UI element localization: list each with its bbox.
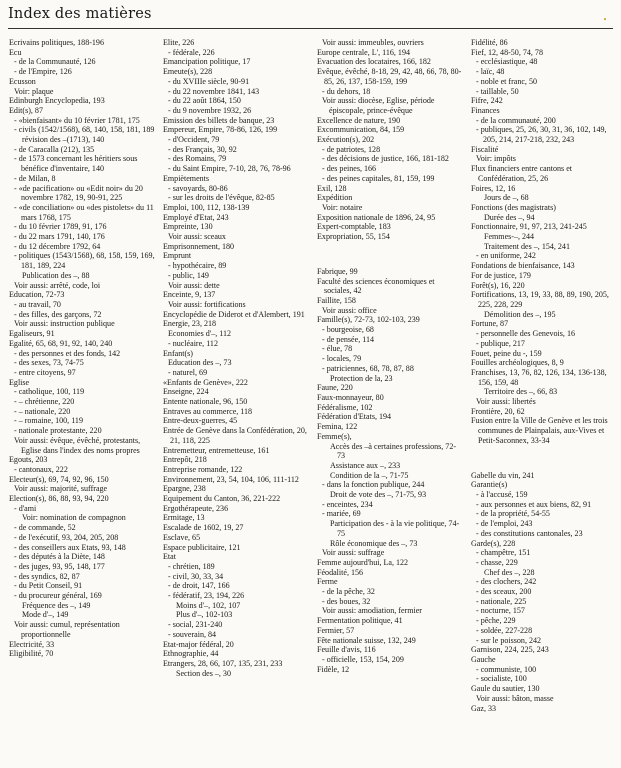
index-entry: - de l'emploi, 243 [476, 519, 533, 529]
index-entry: Durée des –, 94 [484, 212, 535, 222]
index-entry: Fonctions (des magistrats) [471, 202, 556, 212]
index-entry: Entrée de Genève dans la Confédération, 20, 21, 118, 225 [163, 426, 307, 445]
index-entry: Fidélité, 86 [471, 38, 508, 47]
index-entry: - pêche, 229 [476, 616, 516, 626]
index-entry: - du 9 novembre 1932, 26 [168, 105, 252, 115]
index-entry: Emprisonnement, 180 [163, 241, 235, 251]
index-entry: Mode d'–, 149 [22, 610, 69, 620]
index-entry: - savoyards, 80-86 [168, 183, 228, 193]
index-column-1 [9, 38, 156, 659]
index-entry: - chasse, 229 [476, 557, 518, 567]
index-entry: Voir aussi: sceaux [168, 232, 226, 242]
index-entry: Voir aussi: évêque, évêché, protestants, Eglise dans l'index des noms propres [14, 435, 141, 455]
index-entry: Emploi, 100, 112, 138-139 [163, 202, 250, 212]
index-entry: - catholique, 100, 119 [14, 387, 85, 397]
index-entry: Voir aussi: immeubles, ouvriers [322, 38, 424, 47]
index-entry: Voir: nomination de compagnon [22, 513, 126, 523]
index-entry: Entre-deux-guerres, 45 [163, 416, 238, 426]
index-entry: Fief, 12, 48-50, 74, 78 [471, 47, 543, 57]
index-entry: Flux financiers entre cantons et Confédération, 25, 26 [471, 164, 572, 183]
index-entry: - – nationale, 220 [14, 406, 71, 416]
index-entry: Etat-major fédéral, 20 [163, 639, 234, 649]
index-entry: - de pensée, 114 [322, 334, 374, 344]
index-entry: - enceintes, 234 [322, 499, 373, 509]
index-entry: - des filles, des garçons, 72 [14, 309, 102, 319]
index-column-2 [163, 38, 310, 678]
index-entry: Territoire des –, 66, 83 [484, 387, 558, 397]
index-entry: Fortifications, 13, 19, 33, 88, 89, 190, 205, 225, 228, 229 [471, 290, 609, 309]
index-entry: Participation des - à la vie politique, 74-75 [330, 519, 460, 538]
index-entry: Femme(s), [317, 431, 352, 441]
index-entry: Voir aussi: cumul, représentation proportionnelle [14, 620, 120, 639]
index-entry: Fouet, peine du -, 159 [471, 348, 542, 358]
index-entry: Ferme [317, 577, 338, 587]
index-entry: Voir aussi: fortifications [168, 299, 246, 309]
index-entry: Forêt(s), 16, 220 [471, 280, 525, 290]
index-entry: Faune, 220 [317, 383, 353, 393]
index-entry: Accès des –à certaines professions, 72-73 [330, 441, 457, 461]
index-entry: Femina, 122 [317, 422, 358, 432]
index-entry: Entremetteur, entremetteuse, 161 [163, 445, 270, 455]
index-entry: Emprunt [163, 251, 192, 261]
index-entry: Fédération d'Etats, 194 [317, 412, 392, 422]
index-entry: Voir aussi: bâton, masse [476, 693, 554, 703]
index-entry: - de l'Empire, 126 [14, 67, 72, 77]
index-entry: - d'Occident, 79 [168, 135, 220, 145]
index-entry: Encyclopédie de Diderot et d'Alembert, 191 [163, 309, 305, 319]
index-entry: For de justice, 179 [471, 270, 531, 280]
index-entry: Emission des billets de banque, 23 [163, 115, 275, 125]
index-entry: Finances [471, 105, 500, 115]
index-entry: Expédition [317, 193, 353, 203]
index-entry: Voir: impôts [476, 154, 516, 164]
index-entry: Education, 72-73 [9, 290, 65, 300]
index-entry: Fête nationale suisse, 132, 249 [317, 635, 416, 645]
index-entry: - du dehors, 18 [322, 86, 371, 96]
index-entry: Fréquence des –, 149 [22, 600, 91, 610]
index-entry: Chef des –, 228 [484, 567, 535, 577]
index-entry: Exécution(s), 202 [317, 135, 375, 145]
index-entry: Moins d'–, 102, 107 [176, 600, 241, 610]
index-entry: - entre citoyens, 97 [14, 367, 76, 377]
index-entry: Evêque, évêché, 8-18, 29, 42, 48, 66, 78, 80-85, 26, 137, 158-159, 199 [317, 67, 462, 86]
index-entry: - de Caracalla (212), 135 [14, 144, 95, 154]
index-entry: - taillable, 50 [476, 86, 519, 96]
index-entry: - nocturne, 157 [476, 606, 525, 616]
index-entry: - souverain, 84 [168, 629, 217, 639]
index-entry: Garde(s), 228 [471, 538, 516, 548]
index-entry: Faillite, 158 [317, 295, 356, 305]
index-entry: Employé d'Etat, 243 [163, 212, 229, 222]
index-entry: Fondations de bienfaisance, 143 [471, 261, 575, 271]
index-entry: Egaliseurs, 91 [9, 329, 55, 339]
index-entry: - patriciennes, 68, 78, 87, 88 [322, 363, 414, 373]
index-entry: Expert-comptable, 183 [317, 222, 391, 232]
index-entry: Exil, 128 [317, 183, 347, 193]
index-entry: Esclave, 65 [163, 532, 201, 542]
index-entry: - de 1573 concernant les héritiers sous bénéfice d'inventaire, 140 [14, 154, 138, 174]
header-dot-mark: • [602, 16, 607, 24]
index-entry: - chrétien, 189 [168, 561, 215, 571]
index-entry: Voir aussi: office [322, 305, 377, 315]
index-entry: Jours de –, 68 [484, 193, 529, 203]
index-entry: - des sceaux, 200 [476, 587, 532, 597]
index-entry: - des Français, 30, 92 [168, 144, 237, 154]
index-entry: Environnement, 23, 54, 104, 106, 111-112 [163, 474, 299, 484]
index-entry: Etrangers, 28, 66, 107, 135, 231, 233 [163, 659, 283, 668]
index-entry: - du Saint Empire, 7-10, 28, 76, 78-96 [168, 164, 291, 174]
index-entry: - civil, 30, 33, 34 [168, 571, 224, 581]
index-entry: Egalité, 65, 68, 91, 92, 140, 240 [9, 338, 113, 348]
index-entry: - du procureur général, 169 [14, 591, 102, 601]
index-entry: - hypothécaire, 89 [168, 261, 227, 271]
index-entry: - des décisions de justice, 166, 181-182 [322, 154, 449, 164]
index-entry: Démolition des –, 195 [484, 309, 556, 319]
index-entry: Espace publicitaire, 121 [163, 542, 241, 552]
index-entry: - des syndics, 82, 87 [14, 571, 80, 581]
index-entry: Epargne, 238 [163, 484, 206, 494]
index-entry: - des peines capitales, 81, 159, 199 [322, 173, 435, 183]
index-entry: - nucléaire, 112 [168, 338, 218, 348]
index-entry: - élue, 78 [322, 344, 353, 354]
index-entry: Femmes-–, 244 [484, 232, 535, 242]
index-entry: révision des –(1713), 140 [22, 135, 105, 145]
index-entry: - des personnes et des fonds, 142 [14, 348, 121, 358]
index-entry: Assistance aux –, 233 [330, 460, 401, 470]
index-entry: - du Petit Conseil, 91 [14, 581, 83, 591]
index-entry: - en uniforme, 242 [476, 251, 536, 261]
index-entry: Voir aussi: arrêté, code, loi [14, 280, 101, 290]
index-entry: - publiques, 25, 26, 30, 31, 36, 102, 149, 205, 214, 217-218, 232, 243 [476, 125, 607, 145]
index-entry: Voir aussi: libertés [476, 397, 536, 407]
index-entry: - des juges, 93, 95, 148, 177 [14, 561, 105, 571]
index-entry: - bourgeoise, 68 [322, 325, 374, 335]
index-entry: Fiscalité [471, 144, 499, 154]
index-entry: - soldée, 227-228 [476, 625, 533, 635]
index-entry: - des conseillers aux Etats, 93, 148 [14, 542, 126, 552]
index-entry: - civils (1542/1568), 68, 140, 158, 181, 189 [14, 125, 155, 135]
index-entry: Edinburgh Encyclopedia, 193 [9, 96, 105, 106]
index-entry: - publique, 217 [476, 338, 525, 348]
index-entry: Energie, 23, 218 [163, 319, 217, 329]
index-entry: - socialiste, 100 [476, 674, 527, 684]
index-entry: Voir: notaire [322, 202, 363, 212]
index-entry: - champêtre, 151 [476, 548, 531, 558]
page-title: Index des matières [8, 6, 152, 22]
index-entry: Frontière, 20, 62 [471, 406, 525, 416]
index-entry: Equipement du Canton, 36, 221-222 [163, 494, 281, 504]
index-entry: Faculté des sciences économiques et sociales, 42 [317, 276, 435, 296]
index-entry: Garantie(s) [471, 480, 508, 490]
index-entry: Election(s), 86, 88, 93, 94, 220 [9, 494, 109, 504]
index-entry: Fusion entre la Ville de Genève et les trois communes de Plainpalais, aux-Vives et Petit-Saconnex, 33-34 [471, 416, 608, 445]
index-entry: Femme aujourd'hui, La, 122 [317, 557, 409, 567]
index-entry: Europe centrale, L', 116, 194 [317, 47, 410, 57]
index-entry: - du 12 décembre 1792, 64 [14, 241, 101, 251]
index-entry: Traitement des –, 154, 241 [484, 241, 570, 251]
index-entry: Gaz, 33 [471, 703, 497, 713]
index-entry: Voir aussi: majorité, suffrage [14, 484, 108, 494]
index-entry: Fermentation politique, 41 [317, 616, 403, 626]
index-entry: - ecclésiastique, 48 [476, 57, 538, 67]
index-entry: - aux personnes et aux biens, 82, 91 [476, 499, 592, 509]
index-entry: Empreinte, 130 [163, 222, 213, 232]
index-entry: Exposition nationale de 1896, 24, 95 [317, 212, 436, 222]
index-entry: Féodalité, 156 [317, 567, 364, 577]
index-entry: - laïc, 48 [476, 67, 505, 77]
index-entry: Feuille d'avis, 116 [317, 645, 376, 655]
index-entry: Evacuation des locataires, 166, 182 [317, 57, 431, 67]
index-entry: Fabrique, 99 [317, 266, 358, 276]
index-entry: Famille(s), 72-73, 102-103, 239 [317, 315, 420, 325]
index-entry: Fédéralisme, 102 [317, 402, 373, 412]
index-entry: Fidèle, 12 [317, 664, 350, 674]
index-entry: Fifre, 242 [471, 96, 503, 106]
index-entry: Publication des –, 88 [22, 270, 90, 280]
index-entry: - des boues, 32 [322, 596, 371, 606]
index-column-4 [471, 38, 618, 713]
index-column-3 [317, 38, 464, 674]
index-entry: Economies d'–, 112 [168, 329, 232, 339]
index-entry: - locales, 79 [322, 354, 362, 364]
index-entry: - sur le poisson, 242 [476, 635, 542, 645]
index-entry: Gaule du sautier, 130 [471, 684, 540, 694]
index-entry: - des constitutions cantonales, 23 [476, 528, 583, 538]
index-entry: - des clochers, 242 [476, 577, 537, 587]
index-entry: Plus d'–, 102-103 [176, 610, 233, 620]
index-entry: - du 22 mars 1791, 140, 176 [14, 232, 105, 242]
index-entry: Egouts, 203 [9, 455, 48, 465]
index-entry: Voir: plaque [14, 86, 54, 96]
index-entry: Fonctionnaire, 91, 97, 213, 241-245 [471, 222, 587, 232]
index-entry: - des sexes, 73, 74-75 [14, 358, 84, 368]
index-entry: Ergothérapeute, 236 [163, 503, 229, 513]
index-entry: - naturel, 69 [168, 367, 208, 377]
index-entry: Expropriation, 55, 154 [317, 232, 390, 242]
index-entry: Entraves au commerce, 118 [163, 406, 253, 416]
page-header [8, 6, 613, 29]
index-entry: - des Romains, 79 [168, 154, 227, 164]
index-entry: Protection de la, 23 [330, 373, 393, 383]
index-entry: - «bienfaisant» du 10 février 1781, 175 [14, 115, 140, 125]
index-entry: Entreprise romande, 122 [163, 464, 243, 474]
index-entry: Eligibilité, 70 [9, 649, 54, 659]
index-entry: - de la pêche, 32 [322, 587, 375, 597]
index-entry: Emancipation politique, 17 [163, 57, 251, 67]
index-entry: - cantonaux, 222 [14, 464, 68, 474]
index-entry: Droit de vote des –, 71-75, 93 [330, 490, 427, 500]
index-entry: Condition de la –, 71-75 [330, 470, 409, 480]
index-entry: Gauche [471, 654, 496, 664]
index-entry: - du 22 novembre 1841, 143 [168, 86, 260, 96]
index-entry: - de la communauté, 200 [476, 115, 556, 125]
index-entry: - public, 149 [168, 270, 209, 280]
index-entry: Electricité, 33 [9, 639, 55, 649]
index-entry: - noble et franc, 50 [476, 76, 537, 86]
index-entry: Franchises, 13, 76, 82, 126, 134, 136-138, 156, 159, 48 [471, 367, 607, 387]
index-entry: Fermier, 57 [317, 625, 355, 635]
index-entry: Empiètements [163, 173, 210, 183]
index-entry: - au travail, 70 [14, 299, 61, 309]
index-entry: Elite, 226 [163, 38, 195, 47]
index-entry: - officielle, 153, 154, 209 [322, 654, 404, 664]
index-entry: Gabelle du vin, 241 [471, 470, 535, 480]
index-entry: - de la Communauté, 126 [14, 57, 96, 67]
index-entry: Enfant(s) [163, 348, 193, 358]
index-entry: Edit(s), 87 [9, 105, 43, 115]
index-entry: Rôle économique des –, 73 [330, 538, 418, 548]
index-entry: - du 22 août 1864, 150 [168, 96, 241, 106]
index-entry: - de l'exécutif, 93, 204, 205, 208 [14, 532, 119, 542]
index-entry: - du XVIIIe siècle, 90-91 [168, 76, 250, 86]
index-entry: Ecusson [9, 76, 36, 86]
index-entry: Section des –, 30 [176, 668, 231, 678]
index-entry: - d'ami [14, 503, 37, 513]
index-entry: - de patriotes, 128 [322, 144, 381, 154]
index-entry: Enseigne, 224 [163, 387, 209, 397]
index-entry: - des peines, 166 [322, 164, 377, 174]
letter-gap [317, 250, 464, 259]
index-entry: Ermitage, 13 [163, 513, 205, 523]
index-entry: - mariée, 69 [322, 509, 361, 519]
index-entry: - «de pacification» ou «Edit noir» du 20 novembre 1782, 19, 90-91, 225 [14, 183, 143, 203]
letter-gap [471, 454, 618, 463]
index-entry: - nationale protestante, 220 [14, 426, 102, 436]
index-entry: - communiste, 100 [476, 664, 537, 674]
index-entry: Fortune, 87 [471, 319, 509, 329]
index-entry: Escalade de 1602, 19, 27 [163, 523, 244, 533]
index-entry: - à l'accusé, 159 [476, 490, 528, 500]
index-entry: - personnelle des Genevois, 16 [476, 329, 575, 339]
index-entry: - – romaine, 100, 119 [14, 416, 83, 426]
index-entry: Education des –, 73 [168, 358, 232, 368]
index-entry: - du 10 février 1789, 91, 176 [14, 222, 107, 232]
index-entry: - de droit, 147, 166 [168, 581, 230, 591]
index-entry: - des députés à la Diète, 148 [14, 552, 105, 562]
index-entry: Faux-monnayeur, 80 [317, 393, 384, 402]
index-entry: Foires, 12, 16 [471, 183, 516, 193]
index-entry: - de Milan, 8 [14, 173, 56, 183]
index-entry: Emeute(s), 228 [163, 67, 213, 77]
index-entry: - fédérale, 226 [168, 47, 215, 57]
index-entry: - politiques (1543/1568), 68, 158, 159, 169, 181, 189, 224 [14, 251, 155, 271]
index-entry: Excellence de nature, 190 [317, 115, 401, 125]
index-entry: Excommunication, 84, 159 [317, 125, 405, 135]
index-entry: Etat [163, 552, 176, 562]
index-entry: «Enfants de Genève», 222 [163, 377, 248, 387]
index-entry: Eglise [9, 377, 30, 387]
index-entry: Ecu [9, 47, 22, 57]
index-entry: Entente nationale, 96, 150 [163, 397, 248, 407]
index-entry: - nationale, 225 [476, 596, 527, 606]
index-entry: Garnison, 224, 225, 243 [471, 645, 549, 655]
index-entry: Ecrivains politiques, 188-196 [9, 38, 104, 47]
index-entry: - de commande, 52 [14, 523, 76, 533]
index-entry: - de la propriété, 54-55 [476, 509, 550, 519]
index-entry: - «de conciliation» ou «des pistolets» du 11 mars 1768, 175 [14, 202, 154, 222]
index-entry: Voir aussi: diocèse, Eglise, période épiscopale, prince-évêque [322, 96, 435, 115]
index-entry: - sur les droits de l'évêque, 82-85 [168, 193, 275, 203]
index-entry: Electeur(s), 69, 74, 92, 96, 150 [9, 474, 109, 484]
index-entry: Voir aussi: instruction publique [14, 319, 115, 329]
index-entry: Ethnographie, 44 [163, 649, 219, 659]
index-entry: Voir aussi: suffrage [322, 548, 385, 558]
index-entry: Fouilles archéologiques, 8, 9 [471, 358, 564, 368]
index-entry: - social, 231-240 [168, 620, 223, 630]
index-entry: Voir aussi: dette [168, 280, 220, 290]
index-entry: Enceinte, 9, 137 [163, 290, 216, 300]
index-entry: Empereur, Empire, 78-86, 126, 199 [163, 125, 278, 135]
index-entry: Entrepôt, 218 [163, 455, 207, 465]
index-entry: Voir aussi: amodiation, fermier [322, 606, 422, 616]
index-entry: - fédératif, 23, 194, 226 [168, 591, 245, 601]
index-entry: - – chrétienne, 220 [14, 397, 75, 407]
index-entry: - dans la fonction publique, 244 [322, 480, 425, 490]
